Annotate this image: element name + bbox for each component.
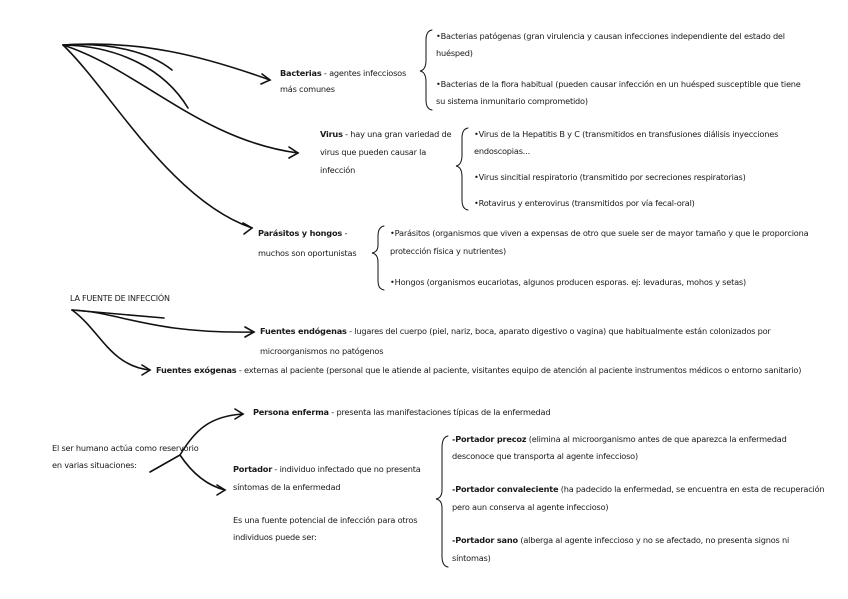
arrow-to-exogenas: [72, 310, 150, 370]
fuente-heading: LA FUENTE DE INFECCIÓN: [70, 294, 170, 303]
parasitos-title: Parásitos y hongos: [258, 228, 343, 238]
portador-sano: [452, 533, 789, 548]
portador-sano-title: -Portador sano: [452, 535, 518, 545]
bacterias-desc: - agentes infecciosos: [321, 68, 407, 78]
arrow-to-bacterias: [63, 44, 270, 80]
reservorio-intro-line1: El ser humano actúa como reservorio: [52, 443, 199, 453]
portador-precoz: [452, 432, 787, 447]
bacterias-title: Bacterias: [280, 68, 322, 78]
bacterias-item-1: •Bacterias patógenas (gran virulencia y causan infecciones independiente del estado del: [436, 31, 785, 41]
portador-desc: - individuo infectado que no presenta: [272, 464, 421, 474]
persona-label: [253, 405, 550, 420]
bacterias-item-2: •Bacterias de la flora habitual (pueden causar infección en un huésped susceptible que tiene: [436, 79, 801, 89]
portador-precoz-desc: (elimina al microorganismo antes de que aparezca la enfermedad: [526, 434, 787, 444]
brace-virus: [456, 128, 468, 210]
portador-label: [233, 462, 421, 477]
intro-underline: [150, 455, 180, 472]
virus-label: [320, 127, 451, 142]
bacterias-label: [280, 66, 406, 81]
portador-desc-line2: síntomas de la enfermedad: [233, 482, 341, 492]
brace-parasitos: [372, 226, 384, 290]
parasitos-desc-line2: muchos son oportunistas: [258, 248, 357, 258]
brace-portador: [436, 436, 448, 567]
exogenas-title: Fuentes exógenas: [156, 365, 237, 375]
endogenas-desc-line2: microorganismos no patógenos: [260, 346, 384, 356]
persona-title: Persona enferma: [253, 407, 329, 417]
portador-convaleciente-desc: (ha padecido la enfermedad, se encuentra en esta de recuperación: [558, 484, 825, 494]
portador-note-line1: Es una fuente potencial de infección para otros: [233, 515, 418, 525]
arrow-to-parasitos: [63, 45, 252, 228]
endogenas-title: Fuentes endógenas: [260, 326, 347, 336]
parasitos-item-1-cont: protección física y nutrientes): [390, 246, 506, 256]
bacterias-desc-line2: más comunes: [280, 84, 335, 94]
arrow-head-portador: [217, 485, 225, 495]
portador-title: Portador: [233, 464, 273, 474]
portador-sano-cont: síntomas): [452, 553, 491, 563]
virus-item-1-cont: endoscopias...: [474, 146, 530, 156]
endogenas-label: [260, 324, 771, 339]
virus-desc-line3: infección: [320, 165, 356, 175]
parasitos-desc: -: [342, 228, 348, 238]
endogenas-desc: - lugares del cuerpo (piel, nariz, boca, aparato digestivo o vagina) que habitualmente están colonizados por: [346, 326, 771, 336]
brace-bacterias: [420, 30, 432, 110]
portador-precoz-title: -Portador precoz: [452, 434, 527, 444]
portador-convaleciente: [452, 482, 824, 497]
arrow-head-parasitos: [243, 223, 252, 234]
virus-desc-line2: virus que pueden causar la: [320, 147, 427, 157]
bacterias-item-1-cont: huésped): [436, 48, 473, 58]
portador-convaleciente-title: -Portador convaleciente: [452, 484, 559, 494]
virus-item-1: •Virus de la Hepatitis B y C (transmitidos en transfusiones diálisis inyecciones: [474, 129, 779, 139]
portador-sano-desc: (alberga al agente infeccioso y no se afectado, no presenta signos ni: [517, 535, 790, 545]
portador-note-line2: individuos puede ser:: [233, 532, 317, 542]
bacterias-item-2-cont: su sistema inmunitario comprometido): [436, 96, 588, 106]
exogenas-label: [156, 363, 801, 378]
arrow-to-endogenas: [72, 310, 254, 332]
portador-convaleciente-cont: pero aun conserva al agente infeccioso): [452, 502, 609, 512]
branch-curve-b: [63, 45, 188, 108]
virus-item-3: •Rotavirus y enterovirus (transmitidos por vía fecal-oral): [474, 198, 695, 208]
arrow-to-virus: [63, 45, 298, 153]
virus-desc: - hay una gran variedad de: [342, 129, 452, 139]
virus-item-2: •Virus sincitial respiratorio (transmitido por secreciones respiratorias): [474, 172, 746, 182]
reservorio-intro-line2: en varias situaciones:: [52, 460, 137, 470]
parasitos-label: [258, 226, 347, 241]
persona-desc: - presenta las manifestaciones típicas de la enfermedad: [328, 407, 551, 417]
portador-precoz-cont: desconoce que transporta al agente infeccioso): [452, 451, 638, 461]
hongos-item: •Hongos (organismos eucariotas, algunos producen esporas. ej: levaduras, mohos y setas): [390, 277, 746, 287]
virus-title: Virus: [320, 129, 343, 139]
exogenas-desc: - externas al paciente (personal que le atiende al paciente, visitantes equipo de atención al paciente instrumentos médicos o entorno sanitario): [236, 365, 802, 375]
reservorio-line: [180, 455, 225, 490]
parasitos-item-1: •Parásitos (organismos que viven a expensas de otro que suele ser de mayor tamaño y que le proporciona: [390, 228, 809, 238]
